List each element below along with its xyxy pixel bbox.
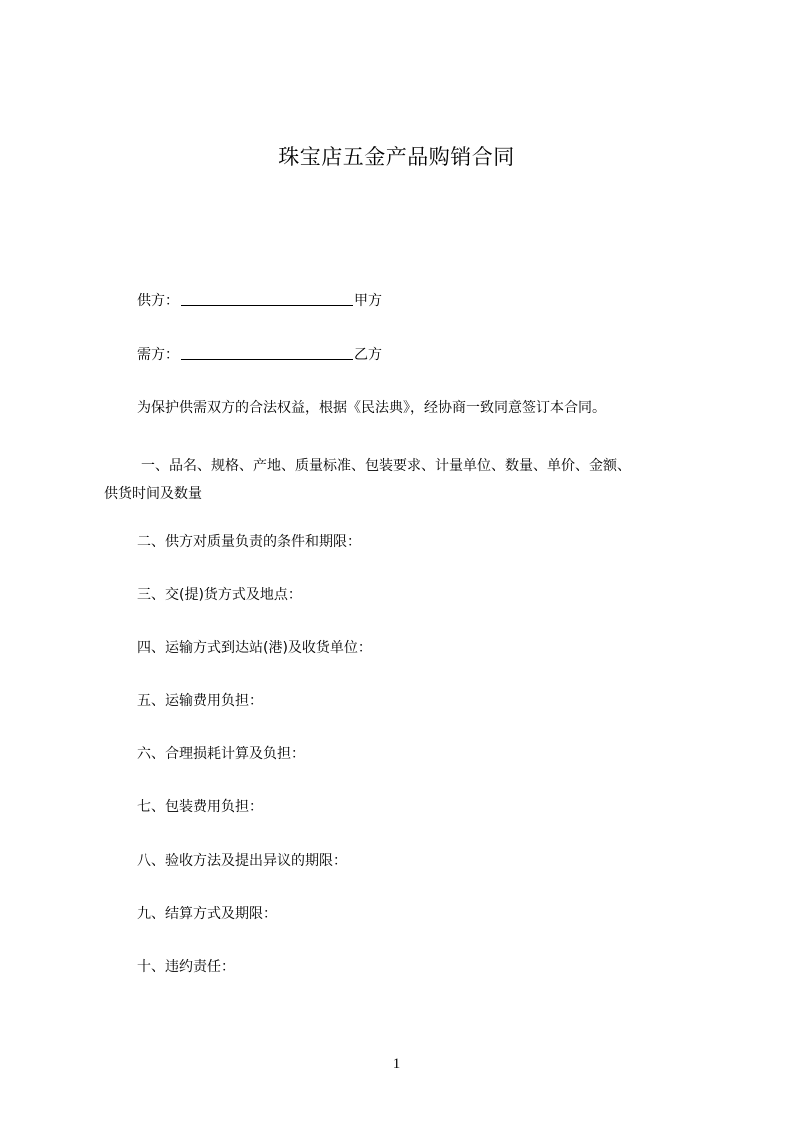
- clause-5: 五、运输费用负担：: [137, 693, 263, 709]
- supplier-suffix: 甲方: [354, 293, 382, 309]
- page-number: 1: [392, 1056, 401, 1072]
- supplier-line: [137, 290, 382, 311]
- clause-3: 三、交(提)货方式及地点：: [137, 587, 302, 603]
- buyer-line: [137, 344, 382, 365]
- contract-title: 珠宝店五金产品购销合同: [278, 145, 515, 169]
- buyer-blank: [181, 345, 353, 360]
- clause-10: 十、违约责任：: [137, 959, 235, 975]
- clause-9: 九、结算方式及期限：: [137, 906, 277, 922]
- clause-1-line-1: 一、品名、规格、产地、质量标准、包装要求、计量单位、数量、单价、金额、: [141, 458, 631, 474]
- clause-8: 八、验收方法及提出异议的期限：: [137, 853, 347, 869]
- preamble: 为保护供需双方的合法权益，根据《民法典》，经协商一致同意签订本合同。: [137, 400, 606, 416]
- supplier-blank: [181, 291, 353, 306]
- clause-2: 二、供方对质量负责的条件和期限：: [137, 534, 361, 550]
- clause-1-line-2: 供货时间及数量: [104, 486, 202, 502]
- clause-1: [104, 452, 704, 508]
- buyer-label: 需方：: [137, 347, 179, 363]
- clause-4: 四、运输方式到达站(港)及收货单位：: [137, 640, 372, 656]
- supplier-label: 供方：: [137, 293, 179, 309]
- clause-7: 七、包装费用负担：: [137, 799, 263, 815]
- buyer-suffix: 乙方: [354, 347, 382, 363]
- clause-6: 六、合理损耗计算及负担：: [137, 746, 305, 762]
